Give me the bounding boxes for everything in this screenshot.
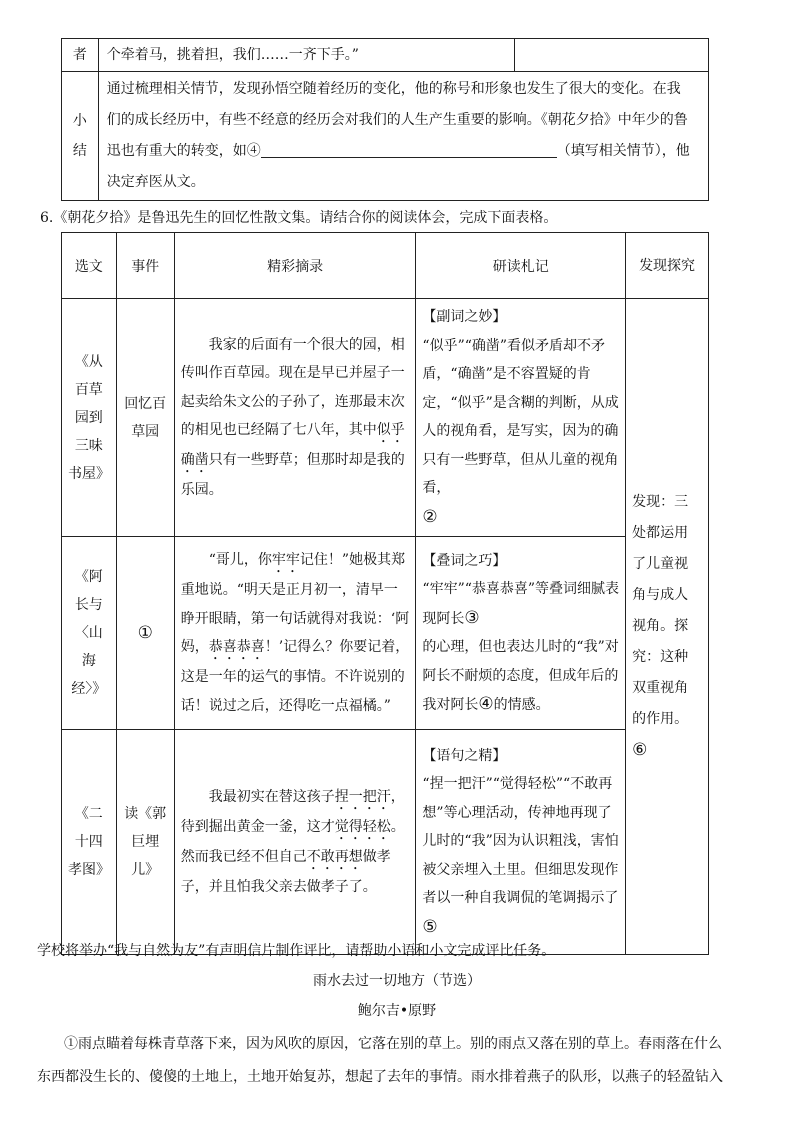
note-heading: 【语句之精】 <box>422 747 507 764</box>
answer-blank-4[interactable]: ④ <box>478 694 494 714</box>
answer-blank-5[interactable]: ⑤ <box>422 916 438 937</box>
excerpt-cell: “哥儿，你牢牢记住！”她极其郑重地说。“明天是正月初一，清早一睁开眼睛，第一句话就得对我说：‘阿妈，恭喜恭喜！’记得么？你要记着，这是一年的运气的事情。不许说别的话！说过之后，还得吃一点福橘。” <box>174 537 416 730</box>
event-cell: 读《郭巨埋儿》 <box>116 730 174 955</box>
essay-title: 《阿长与〈山海经〉》 <box>62 537 117 730</box>
essay-title: 《二十四孝图》 <box>62 730 117 955</box>
summary-table <box>61 38 709 201</box>
note-cell: 【副词之妙】 “似乎”“确凿”看似矛盾却不矛盾，“确凿”是不容置疑的肯定，“似乎”是含糊的判断，从成人的视角看，是写实，因为的确只有一些野草，但从儿童的视角看， ② <box>416 299 626 537</box>
reading-table <box>61 232 709 955</box>
note-cell: 【语句之精】 “捏一把汗”“觉得轻松”“不敢再想”等心理活动，传神地再现了儿时的“我”因为认识粗浅，害怕被父亲埋入土里。但细思发现作者以一种自我调侃的笔调揭示了 ⑤ <box>416 730 626 955</box>
header-cell: 精彩摘录 <box>174 233 416 299</box>
poem-author: 鲍尔吉•原野 <box>357 1003 437 1019</box>
header-cell: 选文 <box>62 233 117 299</box>
excerpt-cell: 我家的后面有一个很大的园，相传叫作百草园。现在是早已并屋子一起卖给朱文公的子孙了，连那最末次的相见也已经隔了七八年，其中似乎确凿只有一些野草；但那时却是我的乐园。 <box>174 299 416 537</box>
summary-line: 迅也有重大的转变，如④ （填写相关情节），他 <box>107 136 700 167</box>
row-text: 个牵着马，挑着担，我们……一齐下手。” <box>98 39 515 72</box>
note-cell: 【叠词之巧】 “牢牢”“恭喜恭喜”等叠词细腻表现阿长③ 的心理，但也表达儿时的“我”对阿长不耐烦的态度，但成年后的我对阿长④的情感。 <box>416 537 626 730</box>
answer-blank-3[interactable]: ③ <box>464 607 480 628</box>
excerpt-cell: 我最初实在替这孩子捏一把汗，待到掘出黄金一釜，这才觉得轻松。然而我已经不但自己不敢再想做孝子，并且怕我父亲去做孝子了。 <box>174 730 416 955</box>
paragraph-line: ①雨点瞄着每株青草落下来，因为风吹的原因，它落在别的草上。别的雨点又落在别的草上。春雨落在什么 <box>64 1036 722 1052</box>
header-cell: 发现探究 <box>626 233 709 299</box>
note-heading: 【叠词之巧】 <box>422 552 507 569</box>
paragraph-line: 东西都没生长的、傻傻的土地上，土地开始复苏，想起了去年的事情。雨水排着燕子的队形，以燕子的轻盈钻入 <box>37 1069 723 1085</box>
summary-content <box>98 72 708 201</box>
row-label: 者 <box>62 39 99 72</box>
summary-line: 决定弃医从文。 <box>106 174 205 190</box>
summary-line: 通过梳理相关情节，发现孙悟空随着经历的变化，他的称号和形象也发生了很大的变化。在我 <box>106 81 681 97</box>
poem-title: 雨水去过一切地方（节选） <box>313 973 481 989</box>
note-heading: 【副词之妙】 <box>422 309 507 325</box>
answer-blank[interactable] <box>261 139 557 158</box>
essay-title: 《从百草园到三味书屋》 <box>62 299 117 537</box>
discovery-cell: 发现：三处都运用了儿童视角与成人视角。探究：这种双重视角的作用。 ⑥ <box>626 299 709 955</box>
header-cell: 事件 <box>116 233 174 299</box>
answer-blank-2[interactable]: ② <box>422 506 438 527</box>
summary-label: 小 结 <box>62 72 99 201</box>
header-cell: 研读札记 <box>416 233 626 299</box>
answer-blank-1[interactable]: ① <box>116 537 174 730</box>
answer-blank-6[interactable]: ⑥ <box>632 739 648 760</box>
event-cell: 回忆百草园 <box>116 299 174 537</box>
question-6-prompt: 6.《朝花夕拾》是鲁迅先生的回忆性散文集。请结合你的阅读体会，完成下面表格。 <box>40 210 558 226</box>
summary-line: 们的成长经历中，有些不经意的经历会对我们的人生产生重要的影响。《朝花夕拾》中年少的鲁 <box>106 112 688 128</box>
row-extra-cell <box>515 39 709 72</box>
task-instruction: 学校将举办“我与自然为友”有声明信片制作评比，请帮助小语和小文完成评比任务。 <box>37 943 556 959</box>
